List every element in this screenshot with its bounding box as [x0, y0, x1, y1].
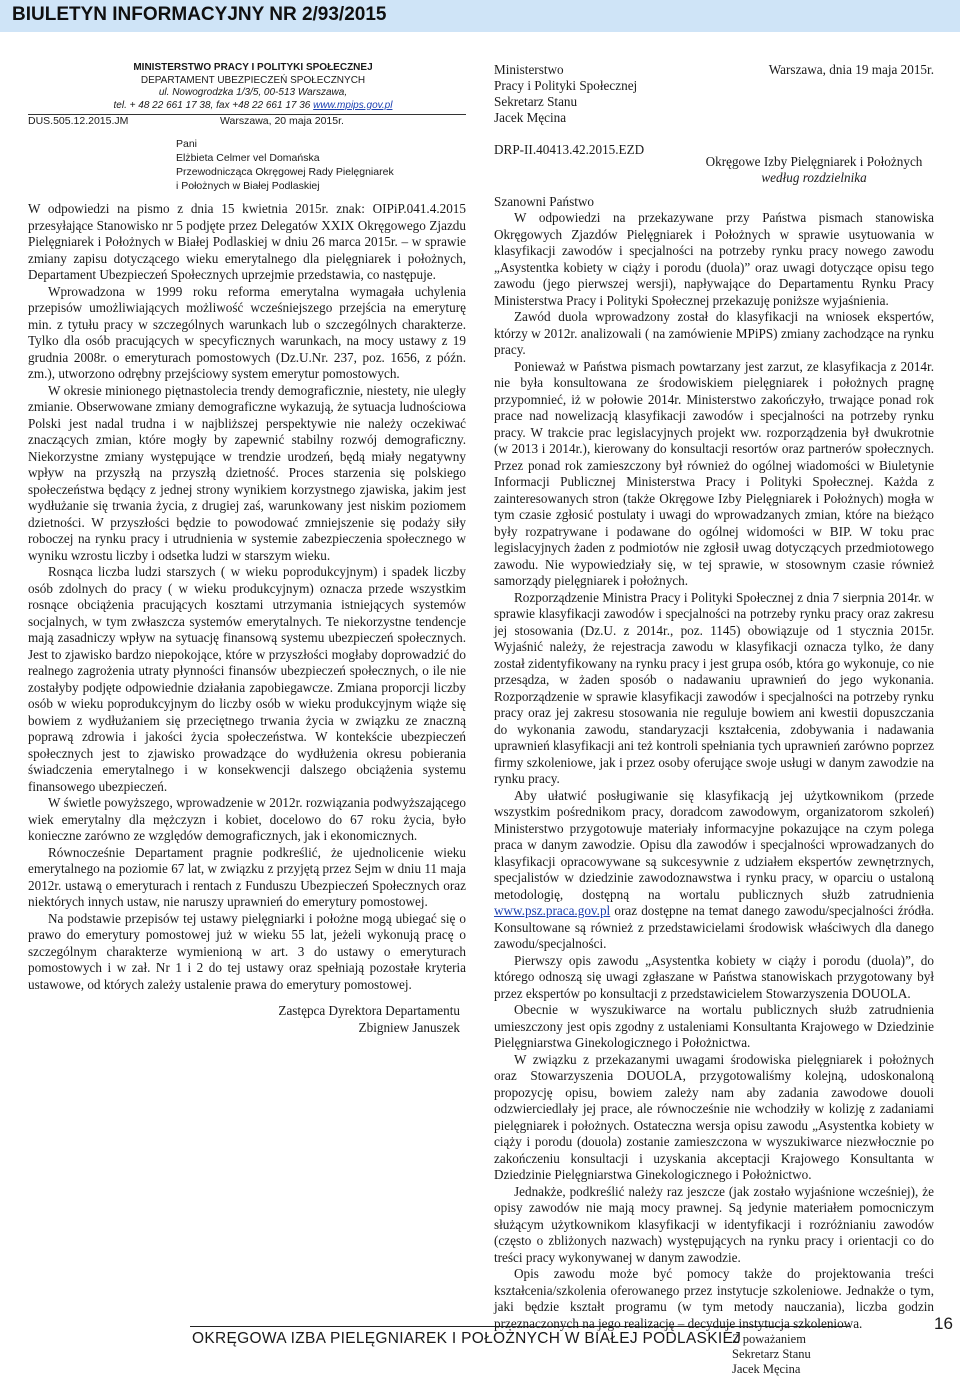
body-paragraph: Rosnąca liczba ludzi starszych ( w wieku poprodukcyjnym) i spadek liczby osób zdolnych do pracy ( w wieku produkcyjnym) oznacza przede wszystkim rosnące obciążenia pracujących kosztami utrzymania istniejących systemów socjalnych, w tym zwłaszcza systemów emerytalnych. Te niekorzystne tendencje mają zasadniczy wpływ na sytuację finansową systemu ubezpieczeń społecznych. Jest to zjawisko bardzo niepokojące, które w przyszłości mogłaby doprowadzić do realnego zagrożenia utraty płynności finansów ubezpieczeń społecznych, o ile nie zostałyby podjęte odpowiednie działania zapobiegawcze. Zmiana proporcji liczby osób w wieku poprodukcyjnym do liczby osób w wieku produkcyjnym wiąże się bowiem z wydłużaniem się przeciętnego trwania życia w związku ze znaczną poprawą zdrowia i jakości życia społeczeństwa. W kontekście ubezpieczeń społecznych jest to zjawisko prowadzące do wydłużenia okresu pobierania świadczenia emerytalnego i w konsekwencji dalszego obciążenia systemu finansowego ubezpieczeń. [28, 564, 466, 794]
sender-line: Pracy i Polityki Społecznej [494, 78, 638, 93]
salutation: Szanowni Państwo [494, 194, 595, 209]
signature-name: Zbigniew Januszek [358, 1019, 460, 1035]
recipient-line: Pani [176, 138, 198, 150]
left-letter-body [28, 201, 466, 993]
body-paragraph: Ponieważ w Państwa pismach powtarzany jest zarzut, ze klasyfikacja z 2014r. nie była konsultowana ze środowiskiem pielęgniarek i położnych pragnę przypomnieć, iż w połowie 2014r. Ministerstwo zakończyło, trwające ponad rok prace nad nowelizacją klasyfikacji zawodów i specjalności na potrzeby rynku pracy. W trakcie prac legislacyjnych projekt ww. rozporządzenia był dwukrotnie (w 2013 i 2014r.), kierowany do konsultacji resortów oraz partnerów społecznych. Przez ponad rok zamieszczony był również do ogólnej wiadomości w Biuletynie Informacji Publicznej Ministerstwa Pracy i Polityki Społecznej. Każda z zainteresowanych stron (także Okręgowe Izby Pielęgniarek i Położnych) mogła w tym czasie zgłosić postulaty i uwagi do wprowadzanych zmian, które na bieżąco były rozpatrywane i podawane do ogólnej widomości w BIP. W toku prac legislacyjnych żaden z podmiotów nie zgłosił uwag dotyczących przedmiotowego zawodu. Nie wypowiedziały się, w tej sprawie, w stosownym czasie również samorządy pielęgniarek i położnych. [494, 358, 934, 588]
paragraph-text: Aby ułatwić posługiwanie się klasyfikacją jej użytkownikom (przede wszystkim pośrednikom pracy, doradcom zawodowym, organizatorom szkoleń) Ministerstwo przygotowuje materiały informacyjne pokazujące na czym polega praca w danym zawodzie. Opisu dla zawodów i specjalności wprowadzanych do klasyfikacji opracowywane są sukcesywnie z udziałem ekspertów zewnętrznych, specjalistów w dziedzinie zawodoznawstwa i rynku pracy, w oparciu o ustaloną metodologię, dostępną na wortalu publicznych służb zatrudnienia [494, 787, 934, 902]
addressee: Okręgowe Izby Pielęgniarek i Położnych [705, 154, 923, 169]
closing-line: Jacek Męcina [732, 1362, 801, 1376]
psz-website-link[interactable]: www.psz.praca.gov.pl [494, 903, 611, 918]
left-signature [28, 1003, 466, 1036]
body-paragraph: Pierwszy opis zawodu „Asystentka kobiety w ciąży i porodu (duola)”, do którego odnoszą się uwagi zgłaszane w Państwa stanowiskach przygotowany był przez ekspertów po konsultacji z przedstawicielem Stowarzyszenia DOUOLA. [494, 952, 934, 1001]
letterhead-address: ul. Nowogrodzka 1/3/5, 00-513 Warszawa, [158, 87, 348, 98]
letterhead-website-link[interactable]: www.mpips.gov.pl [313, 99, 393, 111]
letter-date: Warszawa, 20 maja 2015r. [220, 115, 344, 127]
body-paragraph: W odpowiedzi na pismo z dnia 15 kwietnia 2015r. znak: OIPiP.041.4.2015 przesyłające Stanowisko nr 5 podjęte przez Delegatów XXIX Okręgowego Zjazdu Pielęgniarek i Położnych w Białej Podlaskiej w dniu 26 marca 2015r. – w sprawie zmiany zapisu dotyczącego wieku emerytalnego dla pielęgniarek i położnych, Departament Ubezpieczeń Społecznych uprzejmie przedstawia, co następuje. [28, 201, 466, 282]
body-paragraph-with-link [494, 788, 934, 953]
letterhead-department: DEPARTAMENT UBEZPIECZEŃ SPOŁECZNYCH [140, 74, 366, 86]
letterhead [88, 62, 418, 112]
right-letter-body [494, 210, 934, 1332]
body-paragraph: Jednakże, podkreślić należy raz jeszcze (jak zostało wyjaśnione wcześniej), że opisy zawodów nie mają mocy prawnej. Są jedynie materiałem pomocniczym służącym użytkownikom klasyfikacji w identyfikacji i rozróżnianiu zawodów (często o zbliżonych nazwach) występujących na rynku pracy i orientacji co do treści pracy wykonywanej w danym zawodzie. [494, 1183, 934, 1265]
recipient-line: Elżbieta Celmer vel Domańska [176, 152, 320, 164]
body-paragraph: Obecnie w wyszukiwarce na wortalu publicznych służb zatrudnienia umieszczony jest opis zgodny z ustaleniami Konsultanta Krajowego w Dziedzinie Pielęgniarstwa Ginekologicznego i Położnictwa. [494, 1002, 934, 1050]
reference-number: DUS.505.12.2015.JM [28, 115, 129, 127]
body-paragraph: W związku z przekazanymi uwagami środowiska pielęgniarek i położnych oraz Stowarzyszenia DOUOLA, przygotowaliśmy kolejną, udoskonaloną propozycję opisu, bowiem zależy nam aby zadania zawodowe douoli odzwierciedlały jej prace, ale równocześnie nie wchodziły w kolizję z zadaniami pielęgniarek i położnych. Ostateczna wersja opisu zawodu „Asystentka kobiety w ciąży i porodu (douola) zostanie zamieszczona w wyszukiwarce niezwłocznie po zakończeniu konsultacji i uzyskania akceptacji Krajowego Konsultanta w Dziedzinie Pielęgniarstwa Ginekologicznego i Położnictwo. [494, 1051, 934, 1182]
place-date: Warszawa, dnia 19 maja 2015r. [768, 62, 934, 77]
signature-title: Zastępca Dyrektora Departamentu [278, 1003, 460, 1018]
body-paragraph: W świetle powyższego, wprowadzenie w 2012r. rozwiązania podwyższającego wiek emerytalny dla mężczyzn i kobiet, docelowo do 67 roku życia, było konieczne zarówno ze względów demograficznych, jak i ekonomicznych. [28, 795, 466, 843]
sender-line: Sekretarz Stanu [494, 94, 578, 109]
closing-line: Sekretarz Stanu [732, 1347, 811, 1361]
addressee-note: według rozdzielnika [761, 170, 867, 185]
right-letter-header [494, 62, 934, 138]
body-paragraph: Na podstawie przepisów tej ustawy pielęgniarki i położne mogą ubiegać się o prawo do emerytury pomostowej już w wieku 55 lat, jeżeli wykonują pracę o szczególnym charakterze wymienioną w art. 3 do ustawy o emeryturach pomostowych i w zał. Nr 1 i 2 do tej ustawy oraz spełniają pozostałe kryteria ustawowe, od których zależy ustalenie prawa do emerytury pomostowej. [28, 910, 466, 992]
page-number: 16 [934, 1314, 953, 1333]
recipient-line: Przewodnicząca Okręgowej Rady Pielęgniarek [176, 166, 394, 178]
body-paragraph: Rozporządzenie Ministra Pracy i Polityki Społecznej z dnia 7 sierpnia 2014r. w sprawie klasyfikacji zawodów i specjalności na potrzeby rynku pracy oraz zakresu jej stosowania (Dz.U. z 2014r., poz. 1145) obowiązuje od 1 stycznia 2015r. Wyjaśnić należy, że rejestracja zawodu w klasyfikacji oznacza tylko, że dany został zidentyfikowany na rynku pracy i jest grupa osób, która go wykonuje, co nie przesądza, w żaden sposób o nadawaniu uprawnień do jego wykonania. Rozporządzenie w sprawie klasyfikacji zawodów i specjalności na potrzeby rynku pracy oraz jej zakresu stosowania nie reguluje bowiem ani kwestii dopuszczania do wykonania zawodu, standaryzacji kształcenia, zdobywania i nadawania uprawnień klasyfikacji ani też kontroli spełniania tych uprawnień zarówno poprzez firmy szkoleniowe, jak i przez osoby oferujące swoje usługi w danym zawodzie na rynku pracy. [494, 589, 934, 786]
footer-organization: OKRĘGOWA IZBA PIELĘGNIAREK I POŁOŻNYCH W BIAŁEJ PODLASKIEJ [192, 1330, 742, 1347]
closing-block [732, 1332, 934, 1377]
right-reference-number: DRP-II.40413.42.2015.EZD [494, 142, 645, 157]
sender-line: Jacek Męcina [494, 110, 567, 125]
body-paragraph: Równocześnie Departament pragnie podkreślić, że ujednolicenie wieku emerytalnego na poziomie 67 lat, w związku z przyjętą przez Sejm w dniu 11 maja 2012r. ustawą o emeryturach i rentach z Funduszu Ubezpieczeń Społecznych oraz niektórych innych ustaw, nie naruszy uprawnień do emerytury pomostowej. [28, 844, 466, 909]
paragraph-tail: oraz dostępne na temat danego zawodu/specjalności źródła. Konsultowane są również z przedstawicielami środowisk właściwych dla danego zawodu/specjalności. [494, 903, 934, 951]
header-bar [0, 0, 960, 32]
reference-line [28, 114, 466, 129]
sender-line: Ministerstwo [494, 62, 564, 77]
left-column [28, 62, 466, 1036]
body-paragraph: W okresie minionego piętnastolecia trendy demograficznie, niestety, nie uległy zmianie. Obserwowane zmiany demograficzne wykazują, że sytuacja ludnościowa Polski jest nadal trudna i w najbliższej perspektywie nie należy oczekiwać znaczących zmian, które mogły by zapewnić stabilny rozwój demograficzny. Niekorzystne zmiany występujące w trendzie urodzeń, będą miały negatywny wpływ na przyszłą na przyszłą dzietność. Proces starzenia się polskiego społeczeństwa będący z jednej strony wynikiem korzystnego zjawiska, jakim jest wydłużanie się trwania życia, z drugiej zaś, warunkowany jest niskim poziomem dzietności. W przyszłości będzie to powodować zmniejszenie się podaży siły roboczej na rynku pracy i utrudnienia w systemie zabezpieczenia społecznego w wyniku wzrostu liczby i odsetka ludzi w starszym wieku. [28, 382, 466, 563]
body-paragraph: W odpowiedzi na przekazywane przy Państwa pismach stanowiska Okręgowych Zjazdów Pielęgniarek i Położnych w sprawie usytuowania w klasyfikacji zawodów i specjalności na potrzeby rynku pracy nowego zawodu „Asystentka kobiety w ciąży i porodu (duola)” oraz uwagi dotyczące opisu tego zawodu (jego pierwszej wersji), napływające do Departamentu Rynku Pracy Ministerstwa Pracy i Polityki Społecznej przekazuję poniższe wyjaśnienia. [494, 210, 934, 308]
closing-line: Z poważaniem [732, 1332, 806, 1346]
letterhead-phone: tel. + 48 22 661 17 38, fax +48 22 661 17 36 [113, 99, 311, 111]
addressee-block [694, 154, 934, 186]
footer-rule [190, 1326, 850, 1327]
body-paragraph: Zawód duola wprowadzony został do klasyfikacji na wniosek ekspertów, którzy w 2012r. analizowali ( na zamówienie MPiPS) zmiany zachodzące na rynku pracy. [494, 309, 934, 357]
body-paragraph: Opis zawodu może być pomocy także do projektowania treści kształcenia/szkolenia oferowanego przez instytucje szkoleniowe. Jednakże o tym, jaki będzie kształt programu (w tym metody nauczania), liczba godzin przeznaczonych na jego realizację – decyduje instytucja szkoleniowa. [494, 1266, 934, 1331]
right-column [494, 62, 934, 1377]
recipient-block [176, 137, 466, 193]
letterhead-ministry: MINISTERSTWO PRACY I POLITYKI SPOŁECZNEJ [133, 62, 373, 73]
sender-block [494, 62, 637, 126]
bulletin-title: BIULETYN INFORMACYJNY NR 2/93/2015 [12, 4, 387, 25]
body-paragraph: Wprowadzona w 1999 roku reforma emerytalna wymagała uchylenia przepisów umożliwiających możliwość wcześniejszego przejścia na emeryturę min. z tytułu pracy w szczególnych warunkach lub o szczególnych charakterze. Tylko dla osób pracujących w specyficznych warunkach, na mocy ustawy z 19 grudnia 2008r. o emeryturach pomostowych (Dz.U.Nr. 237, poz. 1656, z późn. zm.), utworzono odrębny przejściowy system emerytur pomostowych. [28, 283, 466, 381]
letterhead-contact [88, 100, 418, 113]
recipient-line: i Położnych w Białej Podlaskiej [176, 180, 320, 192]
